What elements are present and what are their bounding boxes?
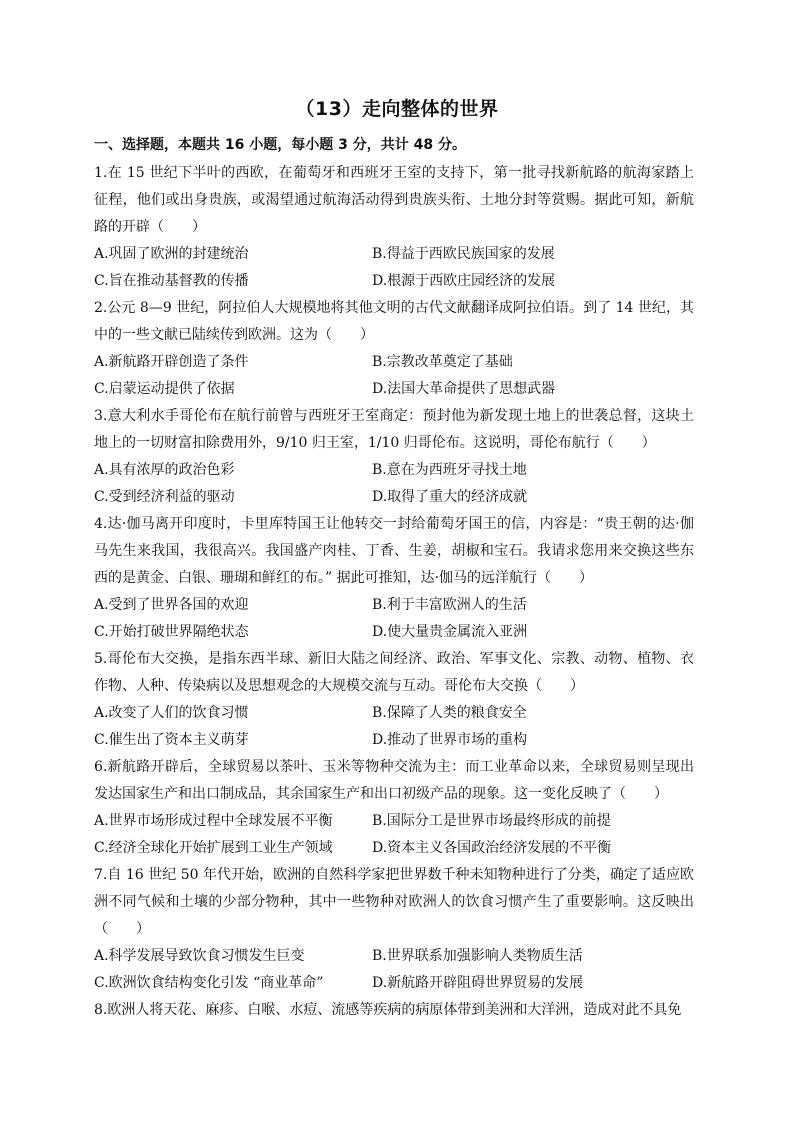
question-8 [94, 997, 694, 1024]
option-c: C.启蒙运动提供了依据 [94, 381, 235, 397]
question-list [94, 160, 694, 1024]
option-grid [94, 457, 694, 511]
option-b: B.国际分工是世界市场最终形成的前提 [372, 813, 611, 829]
option-grid [94, 700, 694, 754]
option-b: B.得益于西欧民族国家的发展 [372, 246, 555, 262]
question-7 [94, 862, 694, 997]
option-d: D.根源于西欧庄园经济的发展 [372, 273, 556, 289]
option-d: D.新航路开辟阻碍世界贸易的发展 [372, 975, 584, 991]
option-a: A.受到了世界各国的欢迎 [94, 597, 249, 613]
question-stem: 3.意大利水手哥伦布在航行前曾与西班牙王室商定：预封他为新发现土地上的世袭总督，这块土地上的一切财富扣除费用外，9/10 归王室，1/10 归哥伦布。这说明，哥伦布航行（ ） [94, 408, 694, 451]
option-b: B.利于丰富欧洲人的生活 [372, 597, 527, 613]
option-grid [94, 943, 694, 997]
question-stem: 8.欧洲人将天花、麻疹、白喉、水痘、流感等疾病的病原体带到美洲和大洋洲，造成对此不具免 [94, 1002, 682, 1018]
option-b: B.意在为西班牙寻找土地 [372, 462, 527, 478]
option-a: A.世界市场形成过程中全球发展不平衡 [94, 813, 333, 829]
option-grid [94, 592, 694, 646]
option-c: C.开始打破世界隔绝状态 [94, 624, 249, 640]
option-b: B.保障了人类的粮食安全 [372, 705, 527, 721]
option-grid [94, 808, 694, 862]
option-d: D.法国大革命提供了思想武器 [372, 381, 556, 397]
question-stem: 7.自 16 世纪 50 年代开始，欧洲的自然科学家把世界数千种未知物种进行了分类，确定了适应欧洲不同气候和土壤的少部分物种，其中一些物种对欧洲人的饮食习惯产生了重要影响。这反映出（ ） [94, 867, 694, 937]
question-stem: 2.公元 8—9 世纪，阿拉伯人大规模地将其他文明的古代文献翻译成阿拉伯语。到了 14 世纪，其中的一些文献已陆续传到欧洲。这为（ ） [94, 300, 694, 343]
option-a: A.具有浓厚的政治色彩 [94, 462, 235, 478]
option-c: C.催生出了资本主义萌芽 [94, 732, 249, 748]
option-a: A.科学发展导致饮食习惯发生巨变 [94, 948, 305, 964]
question-5 [94, 646, 694, 754]
option-a: A.新航路开辟创造了条件 [94, 354, 249, 370]
option-grid [94, 349, 694, 403]
question-stem: 4.达·伽马离开印度时，卡里库特国王让他转交一封给葡萄牙国王的信，内容是：“贵王朝的达·伽马先生来我国，我很高兴。我国盛产肉桂、丁香、生姜，胡椒和宝石。我请求您用来交换这些东西的是黄金、白银、珊瑚和鲜红的布。” 据此可推知，达·伽马的远洋航行（ ） [94, 516, 694, 586]
option-a: A.改变了人们的饮食习惯 [94, 705, 249, 721]
option-d: D.使大量贵金属流入亚洲 [372, 624, 528, 640]
option-d: D.取得了重大的经济成就 [372, 489, 528, 505]
option-d: D.推动了世界市场的重构 [372, 732, 528, 748]
option-b: B.宗教改革奠定了基础 [372, 354, 513, 370]
option-grid [94, 241, 694, 295]
option-b: B.世界联系加强影响人类物质生活 [372, 948, 583, 964]
option-c: C.经济全球化开始扩展到工业生产领域 [94, 840, 333, 856]
question-4 [94, 511, 694, 646]
section-header: 一、选择题，本题共 16 小题，每小题 3 分，共计 48 分。 [94, 137, 466, 153]
option-c: C.旨在推动基督教的传播 [94, 273, 249, 289]
question-stem: 6.新航路开辟后，全球贸易以茶叶、玉米等物种交流为主：而工业革命以来，全球贸易则呈现出发达国家生产和出口制成品，其余国家生产和出口初级产品的现象。这一变化反映了（ ） [94, 759, 694, 802]
question-6 [94, 754, 694, 862]
question-2 [94, 295, 694, 403]
page-title: （13）走向整体的世界 [295, 98, 499, 120]
question-stem: 5.哥伦布大交换，是指东西半球、新旧大陆之间经济、政治、军事文化、宗教、动物、植物、衣作物、人种、传染病以及思想观念的大规模交流与互动。哥伦布大交换（ ） [94, 651, 694, 694]
option-a: A.巩固了欧洲的封建统治 [94, 246, 249, 262]
option-d: D.资本主义各国政治经济发展的不平衡 [372, 840, 612, 856]
option-c: C.受到经济利益的驱动 [94, 489, 235, 505]
question-stem: 1.在 15 世纪下半叶的西欧，在葡萄牙和西班牙王室的支持下，第一批寻找新航路的航海家踏上征程，他们或出身贵族，或渴望通过航海活动得到贵族头衔、土地分封等赏赐。据此可知，新航路的开辟（ ） [94, 165, 694, 235]
option-c: C.欧洲饮食结构变化引发 “商业革命” [94, 975, 324, 991]
question-1 [94, 160, 694, 295]
question-3 [94, 403, 694, 511]
